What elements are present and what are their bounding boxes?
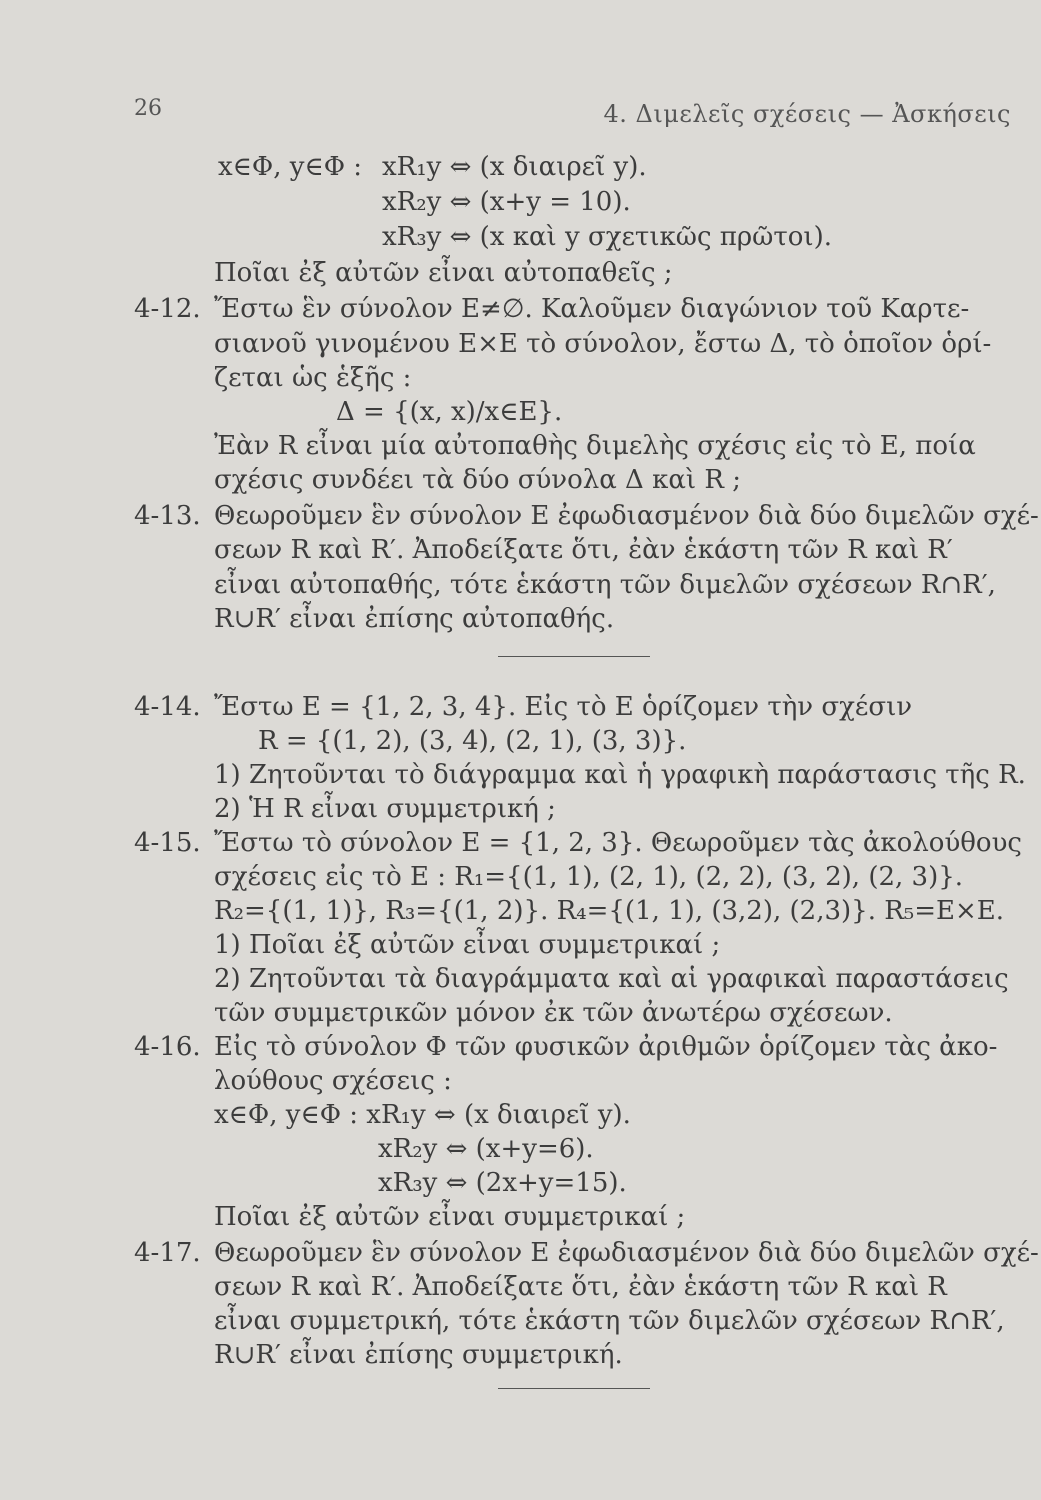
exercise-line: λούθους σχέσεις : [214,1066,452,1096]
question-text: Ποῖαι ἐξ αὐτῶν εἶναι αὐτοπαθεῖς ; [214,258,673,288]
exercise-line: Εἰς τὸ σύνολον Φ τῶν φυσικῶν ἀριθμῶν ὁρίζομεν τὰς ἀκο- [214,1032,998,1062]
exercise-line: 2) Ζητοῦνται τὰ διαγράμματα καὶ αἱ γραφικαὶ παραστάσεις [214,964,1009,994]
exercise-number: 4-12. [134,294,201,324]
running-head: 4. Διμελεῖς σχέσεις — Ἀσκήσεις [603,100,1011,128]
section-divider [498,656,650,657]
formula-line: xR₂y ⇔ (x+y=6). [378,1134,594,1164]
relation-r1: xR₁y ⇔ (x διαιρεῖ y). [382,152,647,182]
exercise-line: Ἔστω E = {1, 2, 3, 4}. Εἰς τὸ E ὁρίζομεν τὴν σχέσιν [214,692,913,722]
exercise-line: R₂={(1, 1)}, R₃={(1, 2)}. R₄={(1, 1), (3,2), (2,3)}. R₅=E×E. [214,896,1005,926]
formula-line: xR₃y ⇔ (2x+y=15). [378,1168,627,1198]
formula-line: Δ = {(x, x)/x∈E}. [336,397,563,427]
exercise-line: R∪R′ εἶναι ἐπίσης συμμετρική. [214,1340,623,1370]
exercise-line: σχέσεις εἰς τὸ E : R₁={(1, 1), (2, 1), (2, 2), (3, 2), (2, 3)}. [214,862,964,892]
exercise-line: εἶναι αὐτοπαθής, τότε ἑκάστη τῶν διμελῶν σχέσεων R∩R′, [214,570,996,600]
exercise-line: σχέσις συνδέει τὰ δύο σύνολα Δ καὶ R ; [214,465,741,495]
exercise-line: τῶν συμμετρικῶν μόνον ἐκ τῶν ἀνωτέρω σχέσεων. [214,998,893,1028]
page-header [134,96,1011,136]
exercise-line: Θεωροῦμεν ἓν σύνολον E ἐφωδιασμένον διὰ δύο διμελῶν σχέ- [214,1238,1039,1268]
relation-domain: x∈Φ, y∈Φ : [218,152,363,182]
exercise-line: R∪R′ εἶναι ἐπίσης αὐτοπαθής. [214,604,615,634]
exercise-line: Ἐὰν R εἶναι μία αὐτοπαθὴς διμελὴς σχέσις εἰς τὸ E, ποία [214,431,976,461]
exercise-number: 4-13. [134,501,201,531]
exercise-line: Ποῖαι ἐξ αὐτῶν εἶναι συμμετρικαί ; [214,1202,686,1232]
exercise-line: Ἔστω τὸ σύνολον E = {1, 2, 3}. Θεωροῦμεν τὰς ἀκολούθους [214,828,1022,858]
formula-line: R = {(1, 2), (3, 4), (2, 1), (3, 3)}. [258,726,687,756]
exercise-line: σεων R καὶ R′. Ἀποδείξατε ὅτι, ἐὰν ἑκάστη τῶν R καὶ R [214,1272,947,1302]
formula-line: x∈Φ, y∈Φ : xR₁y ⇔ (x διαιρεῖ y). [214,1100,631,1130]
exercise-line: 2) Ἡ R εἶναι συμμετρική ; [214,794,556,824]
exercise-line: σεων R καὶ R′. Ἀποδείξατε ὅτι, ἐὰν ἑκάστη τῶν R καὶ R′ [214,535,953,565]
exercise-number: 4-15. [134,828,201,858]
exercise-line: 1) Ποῖαι ἐξ αὐτῶν εἶναι συμμετρικαί ; [214,930,721,960]
exercise-line: ζεται ὡς ἑξῆς : [214,363,412,393]
exercise-number: 4-16. [134,1032,201,1062]
relation-r3: xR₃y ⇔ (x καὶ y σχετικῶς πρῶτοι). [382,222,832,252]
relation-r2: xR₂y ⇔ (x+y = 10). [382,187,631,217]
section-divider [498,1388,650,1389]
exercise-line: εἶναι συμμετρική, τότε ἑκάστη τῶν διμελῶν σχέσεων R∩R′, [214,1306,1005,1336]
exercise-line: Θεωροῦμεν ἓν σύνολον E ἐφωδιασμένον διὰ δύο διμελῶν σχέ- [214,501,1039,531]
exercise-line: 1) Ζητοῦνται τὸ διάγραμμα καὶ ἡ γραφικὴ παράστασις τῆς R. [214,760,1026,790]
exercise-line: Ἔστω ἓν σύνολον E≠∅. Καλοῦμεν διαγώνιον τοῦ Καρτε- [214,294,970,324]
exercise-number: 4-17. [134,1238,201,1268]
exercise-number: 4-14. [134,692,201,722]
exercise-line: σιανοῦ γινομένου E×E τὸ σύνολον, ἔστω Δ, τὸ ὁποῖον ὁρί- [214,329,992,359]
page-number: 26 [134,96,162,121]
